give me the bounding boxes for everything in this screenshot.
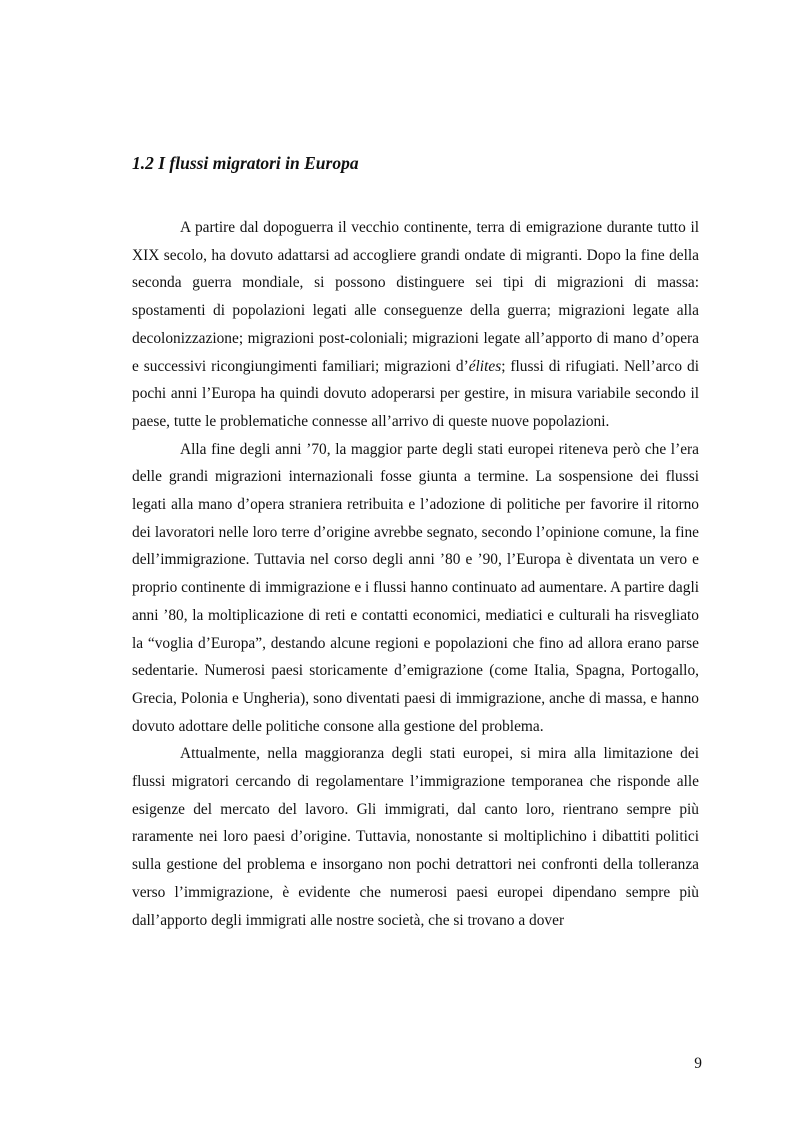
page-number: 9 [694,1055,702,1072]
text-run: ; flussi di rifugiati. Nell’arco di pochi anni l’Europa ha quindi dovuto adoperarsi per gestire, in misura variabile secondo il paese, tutte le problematiche connesse all’arrivo di queste nuove popolazioni. [132,357,699,430]
paragraph [132,740,699,934]
text-run: Attualmente, nella maggioranza degli stati europei, si mira alla limitazione dei flussi migratori cercando di regolamentare l’immigrazione temporanea che risponde alle esigenze del mercato del lavoro. Gli immigrati, dal canto loro, rientrano sempre più raramente nei loro paesi d’origine. Tuttavia, nonostante si moltiplichino i dibattiti politici sulla gestione del problema e insorgano non pochi detrattori nei confronti della tolleranza verso l’immigrazione, è evidente che numerosi paesi europei dipendano sempre più dall’apporto degli immigrati alle nostre società, che si trovano a dover [132,745,699,929]
italic-term: élites [468,357,502,375]
text-run: A partire dal dopoguerra il vecchio continente, terra di emigrazione durante tutto il XIX secolo, ha dovuto adattarsi ad accogliere grandi ondate di migranti. Dopo la fine della seconda guerra mondiale, si possono distinguere sei tipi di migrazioni di massa: spostamenti di popolazioni legati alle conseguenze della guerra; migrazioni legate alla decolonizzazione; migrazioni post-coloniali; migrazioni legate all’apporto di mano d’opera e successivi ricongiungimenti familiari; migrazioni d’ [132,219,699,375]
paragraph [132,436,699,741]
section-title: 1.2 I flussi migratori in Europa [132,153,359,173]
body-text [132,214,699,934]
paragraph [132,214,699,436]
text-run: Alla fine degli anni ’70, la maggior parte degli stati europei riteneva però che l’era delle grandi migrazioni internazionali fosse giunta a termine. La sospensione dei flussi legati alla mano d’opera straniera retribuita e l’adozione di politiche per favorire il ritorno dei lavoratori nelle loro terre d’origine avrebbe segnato, secondo l’opinione comune, la fine dell’immigrazione. Tuttavia nel corso degli anni ’80 e ’90, l’Europa è diventata un vero e proprio continente di immigrazione e i flussi hanno continuato ad aumentare. A partire dagli anni ’80, la moltiplicazione di reti e contatti economici, mediatici e culturali ha risvegliato la “voglia d’Europa”, destando alcune regioni e popolazioni che fino ad allora erano parse sedentarie. Numerosi paesi storicamente d’emigrazione (come Italia, Spagna, Portogallo, Grecia, Polonia e Ungheria), sono diventati paesi di immigrazione, anche di massa, e hanno dovuto adottare delle politiche consone alla gestione del problema. [132,440,699,735]
